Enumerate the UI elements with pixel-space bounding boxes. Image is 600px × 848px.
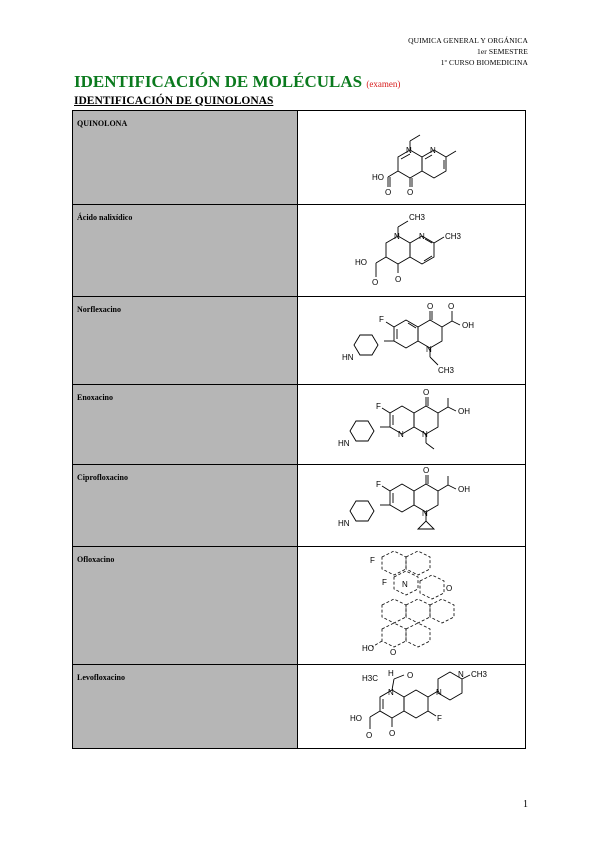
ofloxacin-structure	[298, 547, 526, 665]
label-n: N	[458, 670, 464, 679]
label-o: O	[407, 671, 414, 680]
label-o: O	[389, 729, 396, 738]
molecule-name: Ofloxacino	[73, 547, 298, 665]
label-n: N	[419, 232, 425, 241]
label-ho: HO	[372, 173, 385, 182]
table-row	[73, 547, 526, 665]
molecule-name: Ciprofloxacino	[73, 465, 298, 547]
label-n: N	[402, 580, 408, 589]
label-o: O	[372, 278, 379, 287]
label-f: F	[437, 714, 443, 723]
table-row	[73, 465, 526, 547]
label-ho: HO	[362, 644, 375, 653]
levofloxacin-structure	[298, 665, 526, 749]
label-h3c: H3C	[362, 674, 379, 683]
table-row	[73, 385, 526, 465]
label-n: N	[426, 345, 432, 354]
page-title	[74, 72, 400, 92]
nalidixic-acid-structure	[298, 205, 526, 297]
structure-cell	[298, 465, 526, 547]
molecule-name: Ácido nalixídico	[73, 205, 298, 297]
structure-cell	[298, 111, 526, 205]
label-oh: OH	[462, 321, 475, 330]
header-semester: 1er SEMESTRE	[477, 47, 528, 56]
label-o: O	[427, 302, 434, 311]
structure-cell	[298, 385, 526, 465]
table-row	[73, 205, 526, 297]
label-o: O	[448, 302, 455, 311]
table-row	[73, 111, 526, 205]
label-ch3: CH3	[445, 232, 462, 241]
label-hn: HN	[338, 519, 350, 528]
label-hn: HN	[342, 353, 354, 362]
label-ch3: CH3	[409, 213, 426, 222]
label-o: O	[423, 388, 430, 397]
molecule-name: Levofloxacino	[73, 665, 298, 749]
label-n: N	[430, 146, 436, 155]
enoxacin-structure	[298, 385, 526, 465]
label-o: O	[395, 275, 402, 284]
label-ch3: CH3	[471, 670, 488, 679]
section-subtitle: IDENTIFICACIÓN DE QUINOLONAS	[74, 95, 274, 107]
page-number: 1	[523, 799, 528, 810]
ciprofloxacin-structure	[298, 465, 526, 547]
label-o: O	[423, 466, 430, 475]
label-n: N	[422, 509, 428, 518]
structure-cell	[298, 547, 526, 665]
label-n: N	[394, 232, 400, 241]
molecule-name: QUINOLONA	[73, 111, 298, 205]
label-n: N	[398, 430, 404, 439]
header-course: QUIMICA GENERAL Y ORGÁNICA	[408, 36, 528, 45]
title-note: (examen)	[366, 79, 401, 89]
table-row	[73, 297, 526, 385]
label-n: N	[388, 688, 394, 697]
label-ho: HO	[350, 714, 363, 723]
label-h: H	[388, 669, 394, 678]
quinolone-structure	[298, 111, 526, 205]
norfloxacin-structure	[298, 297, 526, 385]
label-oh: OH	[458, 485, 471, 494]
structure-cell	[298, 665, 526, 749]
molecule-name: Norflexacino	[73, 297, 298, 385]
label-f: F	[376, 402, 382, 411]
label-o: O	[366, 731, 373, 740]
molecule-name: Enoxacino	[73, 385, 298, 465]
label-n: N	[406, 146, 412, 155]
label-n: N	[422, 430, 428, 439]
header-year: 1º CURSO BIOMEDICINA	[440, 58, 528, 67]
label-f: F	[376, 480, 382, 489]
label-o: O	[390, 648, 397, 657]
label-f: F	[379, 315, 385, 324]
label-ho: HO	[355, 258, 368, 267]
document-header	[408, 35, 528, 68]
structure-cell	[298, 205, 526, 297]
label-f: F	[382, 578, 388, 587]
structure-cell	[298, 297, 526, 385]
label-f: F	[370, 556, 376, 565]
label-o: O	[407, 188, 414, 197]
label-o: O	[385, 188, 392, 197]
table-row	[73, 665, 526, 749]
molecule-table	[72, 110, 526, 749]
label-ch3: CH3	[438, 366, 455, 375]
label-hn: HN	[338, 439, 350, 448]
label-o: O	[446, 584, 453, 593]
label-oh: OH	[458, 407, 471, 416]
label-n: N	[436, 688, 442, 697]
title-text: IDENTIFICACIÓN DE MOLÉCULAS	[74, 72, 363, 91]
